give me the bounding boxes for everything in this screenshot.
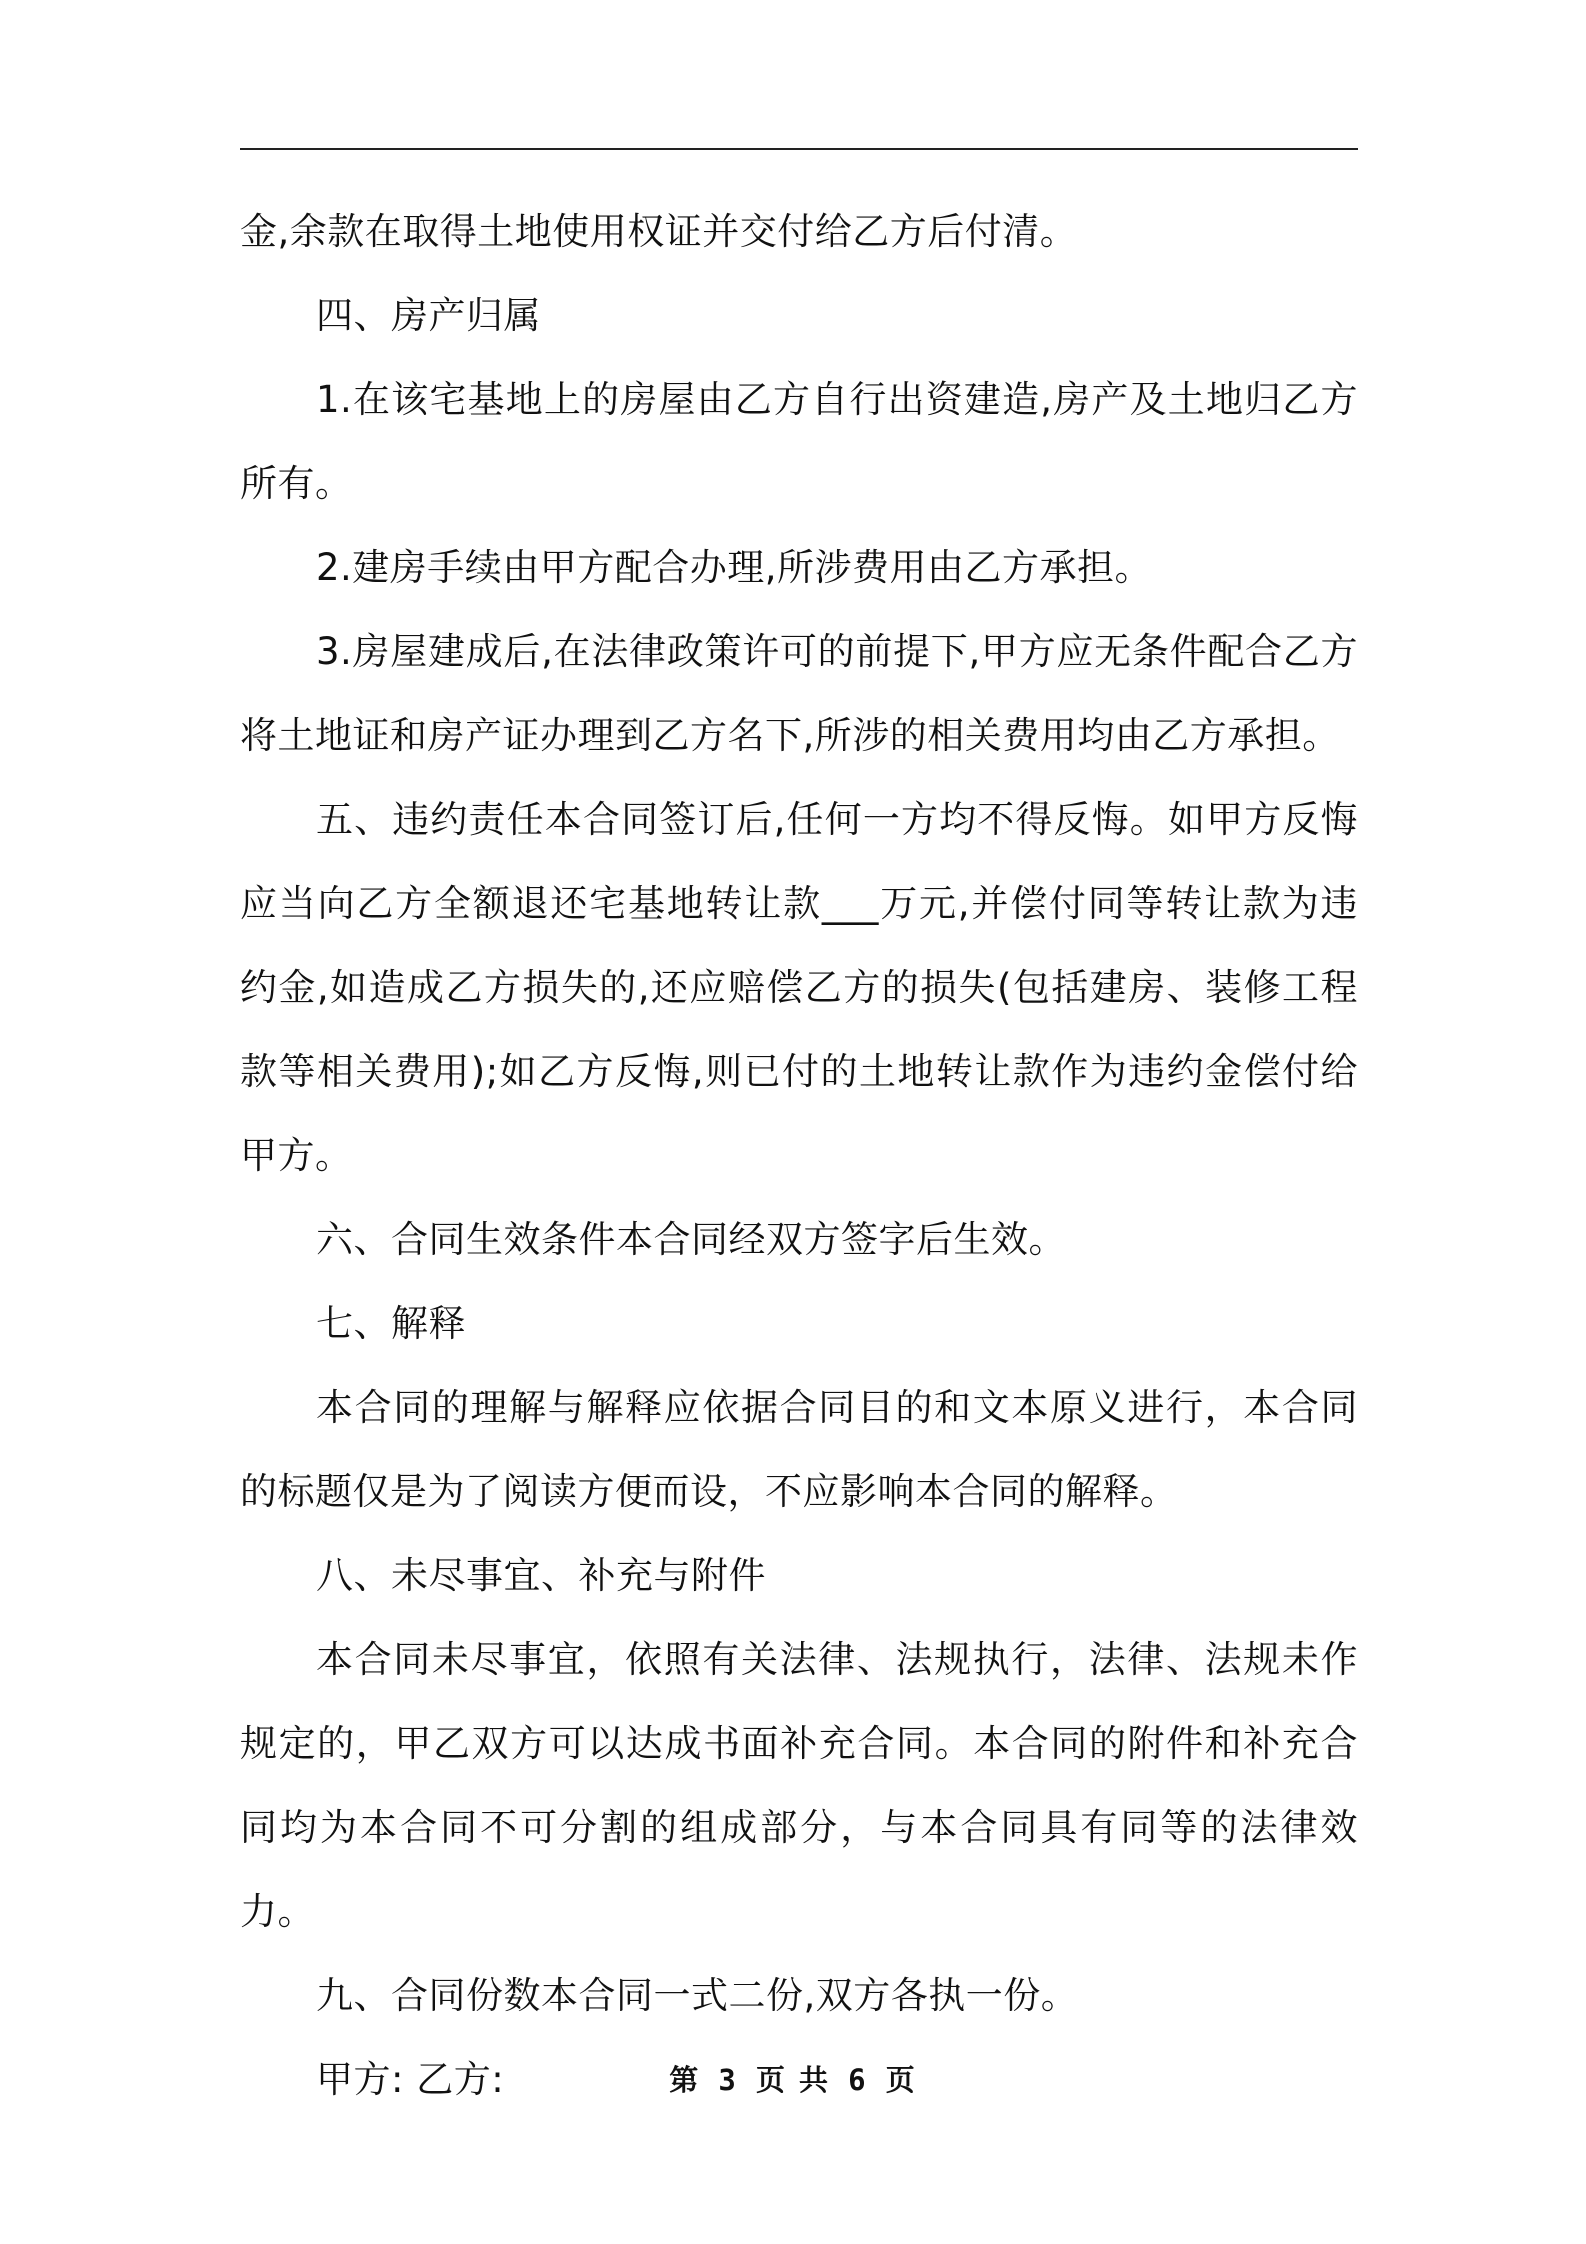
paragraph-property-3: 3.房屋建成后,在法律政策许可的前提下,甲方应无条件配合乙方将土地证和房产证办理到乙方名下,所涉的相关费用均由乙方承担。 <box>240 630 1358 757</box>
paragraph-breach-liability: 五、违约责任本合同签订后,任何一方均不得反悔。如甲方反悔应当向乙方全额退还宅基地转让款___万元,并偿付同等转让款为违约金,如造成乙方损失的,还应赔偿乙方的损失(包括建房、装修工程款等相关费用);如乙方反悔,则已付的土地转让款作为违约金偿付给甲方。 <box>240 798 1358 1177</box>
total-pages-number: 6 <box>848 2063 868 2097</box>
signature-line: 甲方: 乙方: <box>316 2058 505 2101</box>
paragraph-effective-conditions: 六、合同生效条件本合同经双方签字后生效。 <box>316 1218 1066 1261</box>
document-body <box>240 190 1358 2122</box>
paragraph-continuation: 金,余款在取得土地使用权证并交付给乙方后付清。 <box>240 210 1078 253</box>
section-heading-supplement: 八、未尽事宜、补充与附件 <box>316 1554 766 1597</box>
paragraph-supplement: 本合同未尽事宜，依照有关法律、法规执行，法律、法规未作规定的，甲乙双方可以达成书面补充合同。本合同的附件和补充合同均为本合同不可分割的组成部分，与本合同具有同等的法律效力。 <box>240 1638 1358 1933</box>
section-heading-property: 四、房产归属 <box>316 294 541 337</box>
header-rule <box>240 148 1358 150</box>
paragraph-property-1: 1.在该宅基地上的房屋由乙方自行出资建造,房产及土地归乙方所有。 <box>240 378 1358 505</box>
footer-prefix: 第 <box>669 2063 701 2097</box>
section-heading-interpretation: 七、解释 <box>316 1302 466 1345</box>
page-footer <box>0 2058 1586 2099</box>
paragraph-copies: 九、合同份数本合同一式二份,双方各执一份。 <box>316 1974 1079 2017</box>
current-page-number: 3 <box>718 2063 738 2097</box>
footer-suffix: 页 <box>885 2063 917 2097</box>
paragraph-property-2: 2.建房手续由甲方配合办理,所涉费用由乙方承担。 <box>316 546 1153 589</box>
paragraph-interpretation: 本合同的理解与解释应依据合同目的和文本原义进行，本合同的标题仅是为了阅读方便而设，不应影响本合同的解释。 <box>240 1386 1358 1513</box>
footer-middle: 页 共 <box>755 2063 831 2097</box>
